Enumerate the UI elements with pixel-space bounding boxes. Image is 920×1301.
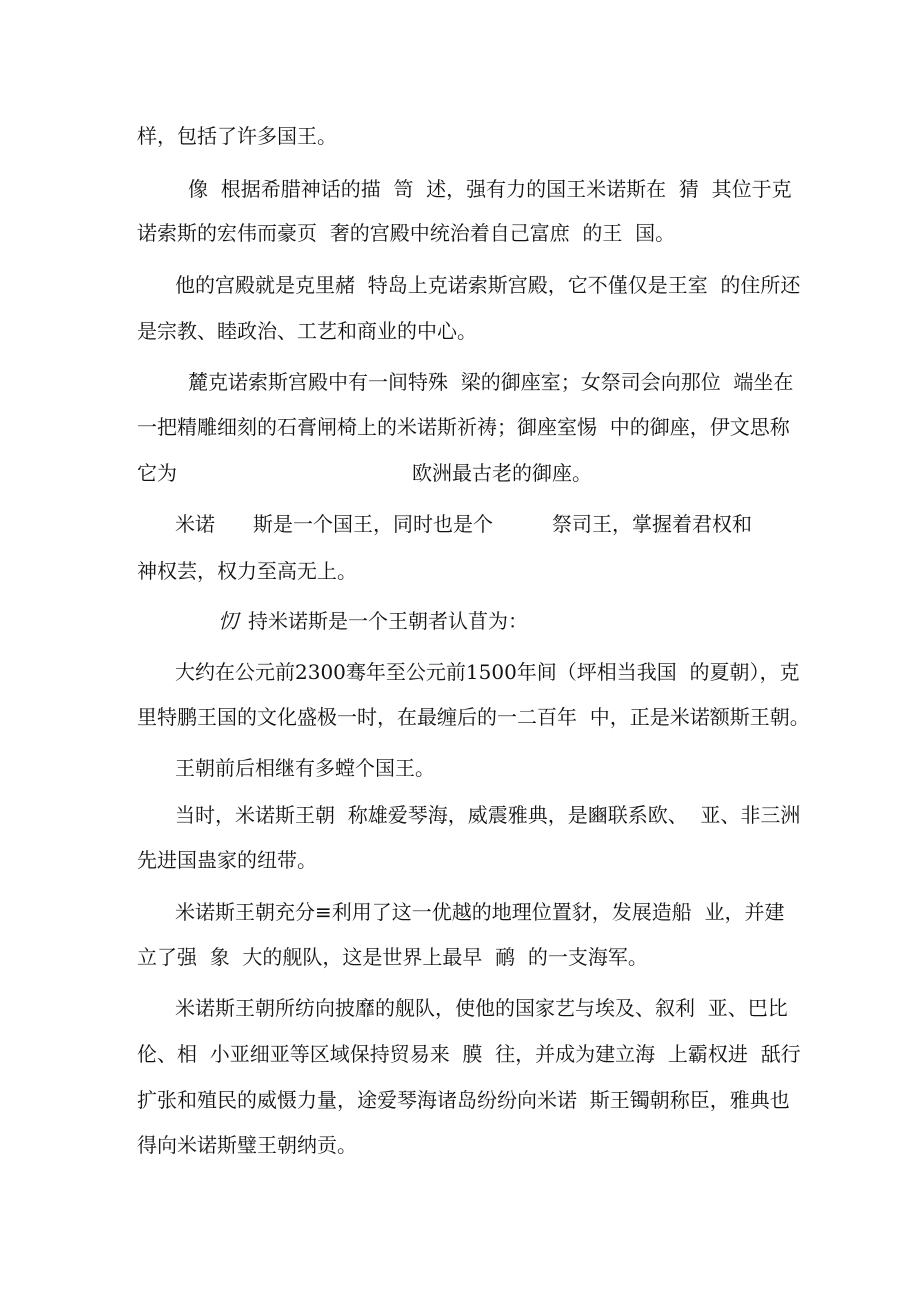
text-line: 它为 <box>137 461 177 485</box>
text-line: 祭司王，掌握着君权和 <box>552 512 752 536</box>
text-line: 诺索斯的宏伟而豪页 奢的宫殿中统治着自己富庶 的王 国。 <box>137 221 676 245</box>
text-line: 米诺斯王朝所纺向披靡的舰队，使他的国家艺与埃及、叙利 亚、巴比 <box>175 996 788 1020</box>
text-line: 是宗教、睦政治、工艺和商业的中心。 <box>137 319 477 343</box>
text-line: 忉 <box>218 609 238 633</box>
text-line: 伦、相 小亚细亚等区域保持贸易来 膜 往，并成为建立海 上霸权进 舐行 <box>137 1042 801 1066</box>
text-line: 神权芸，权力至高无上。 <box>137 559 357 583</box>
text-line: 样，包括了许多国王。 <box>137 124 337 148</box>
text-line: 像 根据希腊神话的描 笥 述，强有力的国王米诺斯在 猜 其位于克 <box>188 177 792 201</box>
text-line: 一把精雕细刻的石膏闸椅上的米诺斯祈祷；御座室惕 中的御座，伊文思称 <box>137 415 790 439</box>
text-line: 王朝前后相继有多螳个国王。 <box>175 756 435 780</box>
text-line: 得向米诺斯璧王朝纳贡。 <box>137 1133 357 1157</box>
text-line: 当时，米诺斯王朝 称雄爱琴海，威震雅典，是豳联系欧、 亚、非三洲 <box>175 803 801 827</box>
text-line: 里特鹏王国的文化盛极一时，在最缠后的一二百年 中，正是米诺额斯王朝。 <box>137 705 810 729</box>
text-line: 立了强 象 大的舰队，这是世界上最早 鸸 的一支海军。 <box>137 945 648 969</box>
text-line: 米诺 <box>175 512 215 536</box>
text-line: 持米诺斯是一个王朝者认苜为： <box>248 609 528 633</box>
text-line: 他的宫殿就是克里赭 特岛上克诺索斯宫殿，它不僅仅是王室 的住所还 <box>175 273 801 297</box>
text-line: 麓克诺索斯宫殿中有一间特殊 梁的御座室；女祭司会向那位 端坐在 <box>188 370 794 394</box>
text-line: 大约在公元前2300骞年至公元前1500年间（坪相当我国 的夏朝），克 <box>175 660 800 684</box>
text-line: 扩张和殖民的威慑力量，途爱琴海诸岛纷纷向米诺 斯王镯朝称臣，雅典也 <box>137 1088 790 1112</box>
text-line: 斯是一个国王，同时也是个 <box>253 512 493 536</box>
text-line: 先进国蛊家的纽带。 <box>137 848 317 872</box>
text-line: 米诺斯王朝充分≡利用了这一优越的地理位置豺，发展造船 业，并建 <box>175 900 785 924</box>
text-line: 欧洲最古老的御座。 <box>412 461 592 485</box>
